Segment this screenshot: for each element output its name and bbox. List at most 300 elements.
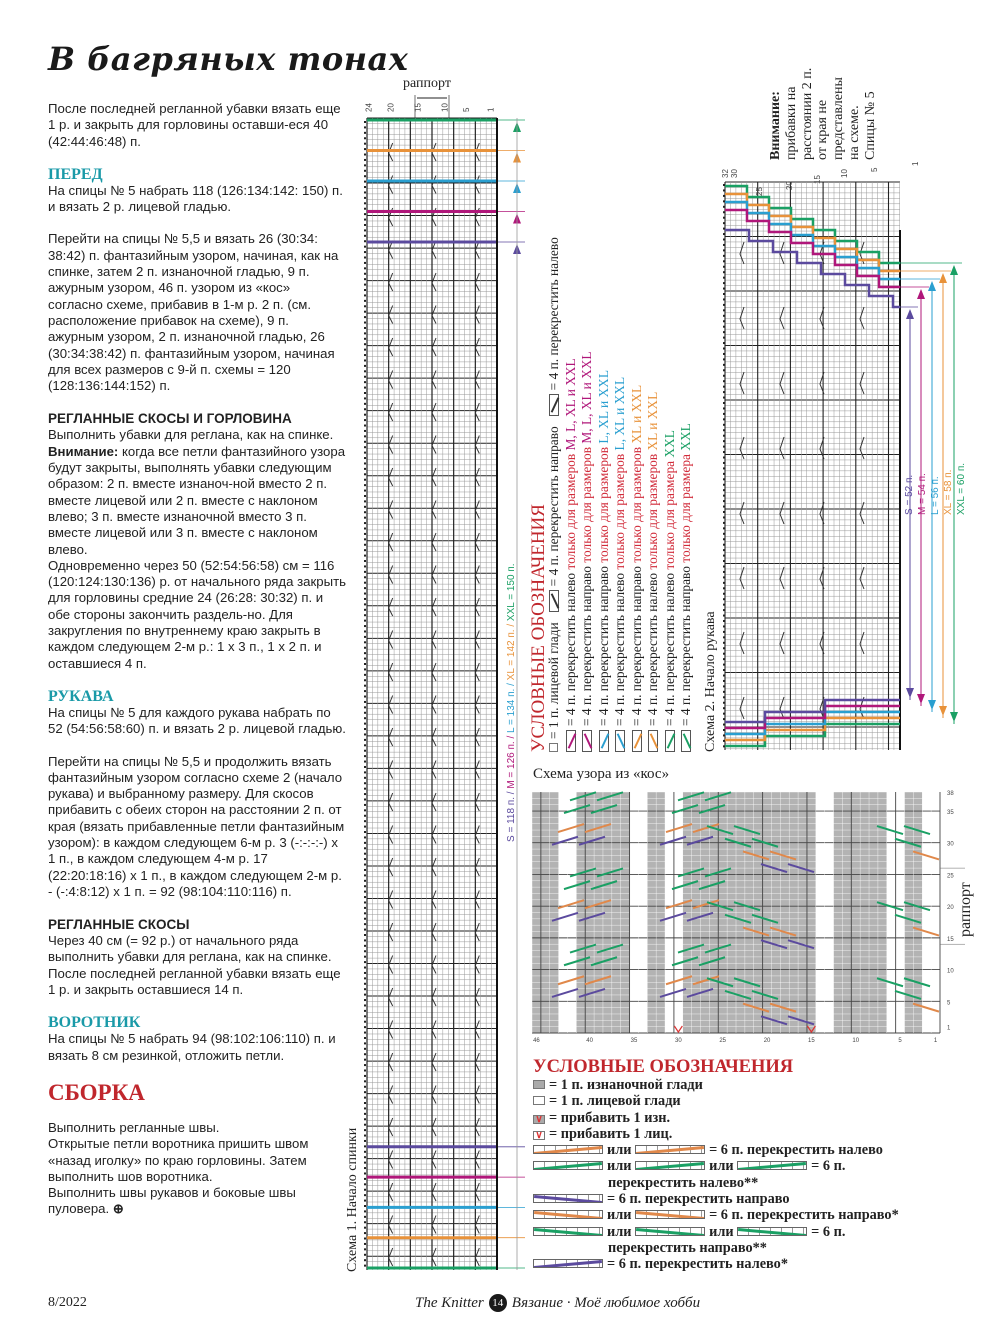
edge-mark — [364, 414, 366, 416]
arrow-head — [939, 273, 947, 283]
legend-text: = 4 п. перекрестить налево — [546, 237, 561, 391]
edge-mark — [364, 587, 366, 589]
tick-label: 1 — [486, 107, 496, 112]
edge-mark — [364, 549, 366, 551]
edge-mark — [364, 332, 366, 334]
legend-text: = 4 п. перекрестить направо — [579, 562, 594, 726]
edge-mark — [364, 143, 366, 145]
arrow-head — [950, 265, 958, 275]
edge-mark — [364, 294, 366, 296]
edge-mark — [364, 338, 366, 340]
edge-mark — [364, 126, 366, 128]
edge-mark — [723, 713, 725, 715]
attention-label: Внимание: — [48, 443, 119, 459]
cable-green-icon — [635, 1161, 705, 1170]
legend-sizes: XL и XXL — [628, 384, 644, 444]
footer-masthead — [415, 1294, 700, 1312]
edge-mark — [364, 370, 366, 372]
edge-mark — [364, 154, 366, 156]
col-label: 46 — [533, 1038, 540, 1044]
edge-mark — [364, 473, 366, 475]
edge-mark — [364, 1129, 366, 1131]
edge-mark — [364, 853, 366, 855]
edge-mark — [364, 1059, 366, 1061]
edge-mark — [723, 249, 725, 251]
edge-mark — [364, 343, 366, 345]
legend-3 — [533, 1057, 953, 1273]
paragraph: На спицы № 5 для каждого рукава набрать по 52 (54:56:58:60) п. и вязать 2 р. лицевой гладью. — [48, 704, 346, 737]
edge-mark — [723, 200, 725, 202]
cable-green-icon — [737, 1227, 807, 1236]
tick-label: 10 — [440, 103, 450, 112]
edge-mark — [364, 614, 366, 616]
edge-mark — [723, 386, 725, 388]
legend-row — [533, 1142, 953, 1158]
edge-mark — [364, 452, 366, 454]
legend-title: УСЛОВНЫЕ ОБОЗНАЧЕНИЯ — [533, 1057, 794, 1077]
edge-mark — [364, 641, 366, 643]
legend-only: только для размеров — [645, 450, 660, 570]
legend-text: перекрестить направо** — [608, 1239, 767, 1256]
edge-mark — [364, 771, 366, 773]
edge-mark — [723, 506, 725, 508]
cable-icon — [665, 730, 675, 752]
tick-label: 24 — [364, 103, 374, 112]
paragraph: Одновременно через 50 (52:54:56:58) см = 116 (120:124:130:136) р. от начального ряда закрыть для горловины средние 24 (26:28: 30:32) п. и обе стороны закончить раздель-но. Для закругления по внутреннему краю закрыть в каждом следующем 2-м р.: 1 х 3 п., 1 х 2 п. и оставшиеся 4 п. — [48, 557, 346, 671]
paragraph: На спицы № 5 набрать 118 (126:134:142: 150) п. и вязать 2 р. лицевой гладью. — [48, 182, 343, 215]
edge-mark — [364, 495, 366, 497]
edge-mark — [364, 766, 366, 768]
legend-row — [596, 52, 613, 752]
edge-mark — [364, 836, 366, 838]
edge-mark — [723, 277, 725, 279]
col-label: 20 — [763, 1038, 771, 1044]
note-line: представлены — [831, 77, 847, 160]
legend-only: только для размера — [678, 450, 693, 563]
edge-mark — [364, 267, 366, 269]
edge-mark — [364, 950, 366, 952]
edge-mark — [364, 831, 366, 833]
edge-mark — [723, 533, 725, 535]
edge-mark — [364, 923, 366, 925]
cable-purple-icon — [533, 1259, 603, 1268]
edge-mark — [723, 342, 725, 344]
cable-mark — [432, 598, 436, 616]
edge-mark — [364, 435, 366, 437]
legend-text: = 4 п. перекрестить налево — [612, 569, 627, 726]
edge-mark — [364, 929, 366, 931]
edge-mark — [364, 425, 366, 427]
edge-mark — [364, 316, 366, 318]
row-label: 15 — [947, 936, 954, 943]
edge-mark — [723, 348, 725, 350]
edge-mark — [364, 506, 366, 508]
cable-mark — [432, 371, 436, 389]
edge-mark — [364, 885, 366, 887]
edge-mark — [364, 761, 366, 763]
chart2-sizes — [903, 435, 968, 515]
edge-mark — [364, 912, 366, 914]
note-title: Внимание: — [768, 91, 783, 160]
cable-mark — [780, 567, 784, 589]
chart3-rapport-label: раппорт — [957, 882, 974, 937]
legend-text: или — [709, 1223, 734, 1240]
cable-mark — [432, 631, 436, 649]
edge-mark — [723, 271, 725, 273]
legend-sizes: M, L, XL и XXL — [562, 358, 578, 451]
tick-label: 32 — [721, 169, 730, 178]
purl-square-icon — [533, 1080, 545, 1089]
magazine-name: The Knitter — [415, 1294, 484, 1311]
legend-row — [533, 1110, 953, 1126]
edge-mark — [364, 582, 366, 584]
edge-mark — [364, 1135, 366, 1137]
edge-mark — [364, 782, 366, 784]
edge-mark — [723, 429, 725, 431]
edge-mark — [723, 315, 725, 317]
edge-mark — [364, 869, 366, 871]
legend-text: или — [709, 1158, 734, 1175]
edge-mark — [364, 847, 366, 849]
cable-icon — [615, 730, 625, 752]
edge-mark — [364, 1097, 366, 1099]
edge-mark — [723, 587, 725, 589]
edge-mark — [723, 457, 725, 459]
legend-text: = 1 п. лицевой глади — [546, 622, 561, 739]
legend-text: перекрестить налево** — [608, 1174, 759, 1191]
edge-mark — [364, 533, 366, 535]
edge-mark — [364, 901, 366, 903]
edge-mark — [364, 658, 366, 660]
edge-mark — [364, 191, 366, 193]
edge-mark — [723, 293, 725, 295]
legend-row — [533, 1256, 953, 1272]
edge-mark — [364, 278, 366, 280]
row-label: 30 — [947, 841, 954, 848]
legend-text: = 1 п. изнаночной глади — [549, 1077, 703, 1093]
size-s: S = 52 п. — [904, 474, 915, 515]
edge-mark — [364, 246, 366, 248]
chart1-label: Схема 1. Начало спинки — [345, 1127, 360, 1272]
edge-mark — [364, 679, 366, 681]
edge-mark — [723, 724, 725, 726]
edge-mark — [364, 300, 366, 302]
note-line: расстоянии 2 п. — [799, 67, 815, 160]
edge-mark — [364, 164, 366, 166]
edge-mark — [723, 516, 725, 518]
edge-mark — [723, 636, 725, 638]
chart2-label: Схема 2. Начало рукава — [703, 611, 718, 752]
note-line: на схеме. — [846, 105, 862, 160]
cable-icon — [632, 730, 642, 752]
arrow-head — [950, 712, 958, 722]
edge-mark — [364, 842, 366, 844]
cable-mark — [780, 697, 784, 719]
edge-mark — [364, 419, 366, 421]
edge-mark — [723, 658, 725, 660]
edge-mark — [723, 642, 725, 644]
edge-mark — [364, 988, 366, 990]
edge-mark — [364, 717, 366, 719]
cable-green-icon — [737, 1161, 807, 1170]
edge-mark — [723, 664, 725, 666]
legend-row — [533, 1158, 953, 1174]
edge-mark — [364, 403, 366, 405]
edge-mark — [364, 354, 366, 356]
edge-mark — [723, 407, 725, 409]
col-label: 10 — [852, 1038, 860, 1044]
edge-mark — [364, 1140, 366, 1142]
paragraph: После последней регланной убавки вязать еще 1 р. и закрыть для горловины оставши-еся 40 (42:44:46:48) п. — [48, 101, 341, 149]
edge-mark — [364, 408, 366, 410]
tick-label: 30 — [730, 169, 739, 178]
edge-mark — [364, 793, 366, 795]
instructions-column — [48, 101, 346, 1218]
col-label: 15 — [808, 1038, 815, 1044]
page-number: 14 — [489, 1294, 507, 1312]
legend-text: = 6 п. перекрестить направо — [607, 1191, 790, 1208]
paragraph — [48, 1185, 346, 1218]
edge-mark — [364, 148, 366, 150]
edge-mark — [364, 701, 366, 703]
edge-mark — [723, 380, 725, 382]
cable-mark — [860, 502, 864, 524]
edge-mark — [723, 675, 725, 677]
edge-mark — [723, 391, 725, 393]
cross-left-icon — [549, 394, 559, 416]
cable-icon — [648, 730, 658, 752]
edge-mark — [723, 331, 725, 333]
edge-mark — [364, 907, 366, 909]
edge-mark — [723, 184, 725, 186]
paragraph: Перейти на спицы № 5,5 и продолжить вязать фантазийным узором согласно схеме 2 (начало рукава) и выбранному размеру. Для скосов прибавить с обеих сторон на расстоянии 2 п. от края (вязать прибавленные петли фантазийным узором): в каждом следующем 6-м р. 3 (-:-:-:-) х 1 п., в каждом следующем 4-м р. 17 (22:20:18:16) х 1 п., в каждом следующем 2-м р. - (-:4:8:12) х 1 п. = 92 (98:104:110:116) п. — [48, 753, 345, 899]
edge-mark — [723, 233, 725, 235]
edge-mark — [364, 235, 366, 237]
edge-mark — [364, 630, 366, 632]
edge-mark — [364, 647, 366, 649]
legend-row — [612, 52, 629, 752]
tick-label: 15 — [413, 103, 423, 112]
edge-mark — [723, 320, 725, 322]
size-l: L = 134 п. / — [506, 683, 517, 733]
edge-mark — [364, 555, 366, 557]
edge-mark — [364, 522, 366, 524]
edge-mark — [364, 500, 366, 502]
legend-row — [563, 52, 580, 752]
edge-mark — [364, 1124, 366, 1126]
edge-mark — [364, 359, 366, 361]
edge-mark — [723, 696, 725, 698]
edge-mark — [364, 251, 366, 253]
cable-mark — [740, 697, 744, 719]
edge-mark — [364, 1086, 366, 1088]
paragraph — [48, 444, 346, 558]
edge-mark — [723, 511, 725, 513]
legend-sizes: XXL — [678, 423, 693, 451]
legend-1 — [530, 52, 695, 752]
row-label: 5 — [947, 1000, 951, 1007]
edge-mark — [364, 1167, 366, 1169]
legend-only: только для размеров — [612, 450, 627, 570]
chart2-note — [768, 50, 879, 160]
legend-row — [579, 52, 596, 752]
cable-icon — [582, 730, 592, 752]
chart3-grid — [525, 785, 965, 1050]
legend-title: УСЛОВНЫЕ ОБОЗНАЧЕНИЯ — [528, 504, 549, 752]
edge-mark — [364, 159, 366, 161]
edge-mark — [364, 1015, 366, 1017]
edge-mark — [364, 1107, 366, 1109]
tick-label: 20 — [785, 181, 794, 190]
edge-mark — [364, 387, 366, 389]
edge-mark — [364, 706, 366, 708]
cable-mark — [740, 502, 744, 524]
cable-mark — [432, 436, 436, 454]
legend-sizes: L, XL и XXL — [595, 370, 611, 444]
edge-mark — [364, 1091, 366, 1093]
chart1-rapport-label: раппорт — [403, 76, 451, 91]
edge-mark — [364, 1080, 366, 1082]
edge-mark — [723, 402, 725, 404]
edge-mark — [723, 228, 725, 230]
knit-square-icon — [533, 1096, 545, 1105]
edge-mark — [364, 457, 366, 459]
legend-row — [533, 1207, 953, 1223]
edge-mark — [364, 939, 366, 941]
edge-mark — [364, 755, 366, 757]
edge-mark — [364, 961, 366, 963]
legend-text: = 6 п. перекрестить налево — [709, 1142, 883, 1159]
edge-mark — [723, 653, 725, 655]
arrow-head — [917, 289, 925, 299]
edge-mark — [364, 983, 366, 985]
cable-mark — [860, 567, 864, 589]
legend-text: = 1 п. лицевой глади — [549, 1093, 681, 1110]
edge-mark — [723, 369, 725, 371]
edge-mark — [364, 528, 366, 530]
edge-mark — [364, 1070, 366, 1072]
edge-mark — [364, 1064, 366, 1066]
edge-mark — [723, 631, 725, 633]
col-label: 25 — [719, 1038, 727, 1044]
edge-mark — [723, 282, 725, 284]
edge-mark — [364, 1026, 366, 1028]
col-label: 40 — [586, 1038, 593, 1044]
edge-mark — [364, 728, 366, 730]
cable-mark — [740, 437, 744, 459]
legend-only: только для размеров — [579, 443, 594, 563]
edge-mark — [364, 1210, 366, 1212]
edge-mark — [723, 566, 725, 568]
edge-mark — [364, 322, 366, 324]
section-heading-sleeves: РУКАВА — [48, 687, 114, 705]
edge-mark — [364, 1004, 366, 1006]
legend-text: = 6 п. — [811, 1158, 846, 1175]
col-label: 1 — [933, 1038, 938, 1044]
edge-mark — [723, 598, 725, 600]
legend-sizes: XXL — [661, 430, 677, 458]
edge-mark — [364, 858, 366, 860]
paragraph: Открытые петли воротника пришить швом «назад иголку» по краю горловины. Затем выполнить шов воротника. — [48, 1136, 309, 1184]
edge-mark — [723, 239, 725, 241]
cable-mark — [780, 372, 784, 394]
edge-mark — [364, 815, 366, 817]
legend-row — [533, 1093, 953, 1109]
edge-mark — [723, 593, 725, 595]
cable-orange-icon — [635, 1210, 705, 1219]
edge-mark — [723, 685, 725, 687]
cable-mark — [740, 567, 744, 589]
edge-mark — [364, 511, 366, 513]
edge-mark — [723, 309, 725, 311]
legend-text: = 6 п. перекрестить налево* — [607, 1256, 788, 1273]
edge-mark — [723, 625, 725, 627]
edge-mark — [364, 739, 366, 741]
edge-mark — [364, 1145, 366, 1147]
edge-mark — [723, 467, 725, 469]
legend-text: = 6 п. перекрестить направо* — [709, 1207, 899, 1224]
edge-mark — [364, 609, 366, 611]
cable-mark — [860, 437, 864, 459]
legend-only: только для размера — [661, 457, 677, 570]
legend-text: = 4 п. перекрестить направо — [595, 562, 611, 726]
note-line: Спицы № 5 — [862, 91, 878, 160]
edge-mark — [364, 1221, 366, 1223]
edge-mark — [364, 874, 366, 876]
edge-mark — [723, 571, 725, 573]
legend-text: или — [607, 1207, 632, 1224]
edge-mark — [364, 603, 366, 605]
row-label: 10 — [947, 968, 954, 975]
legend-text: = прибавить 1 изн. — [549, 1109, 671, 1126]
edge-mark — [364, 517, 366, 519]
edge-mark — [723, 326, 725, 328]
row-label: 38 — [947, 791, 954, 797]
legend-row — [533, 1224, 953, 1240]
edge-mark — [723, 266, 725, 268]
cable-mark — [432, 696, 436, 714]
tick-label: 20 — [386, 103, 396, 112]
edge-mark — [364, 468, 366, 470]
edge-mark — [364, 598, 366, 600]
edge-mark — [364, 376, 366, 378]
legend-sizes: M, L, XL и XXL — [579, 351, 594, 444]
edge-mark — [364, 392, 366, 394]
edge-mark — [364, 690, 366, 692]
legend-text: = 4 п. перекрестить налево — [562, 569, 578, 726]
edge-mark — [364, 1048, 366, 1050]
edge-mark — [364, 186, 366, 188]
edge-mark — [364, 1178, 366, 1180]
edge-mark — [723, 707, 725, 709]
edge-mark — [723, 702, 725, 704]
tick-label: 15 — [813, 175, 822, 184]
edge-mark — [364, 490, 366, 492]
legend-text: или — [607, 1142, 632, 1159]
edge-mark — [364, 305, 366, 307]
edge-mark — [723, 418, 725, 420]
legend-only: только для размеров — [595, 443, 611, 563]
section-heading-collar: ВОРОТНИК — [48, 1014, 141, 1032]
edge-mark — [364, 636, 366, 638]
edge-mark — [364, 918, 366, 920]
edge-mark — [364, 1010, 366, 1012]
size-xl: XL = 142 п. / — [506, 623, 517, 681]
edge-mark — [723, 740, 725, 742]
edge-mark — [723, 555, 725, 557]
edge-mark — [364, 674, 366, 676]
edge-mark — [364, 1162, 366, 1164]
